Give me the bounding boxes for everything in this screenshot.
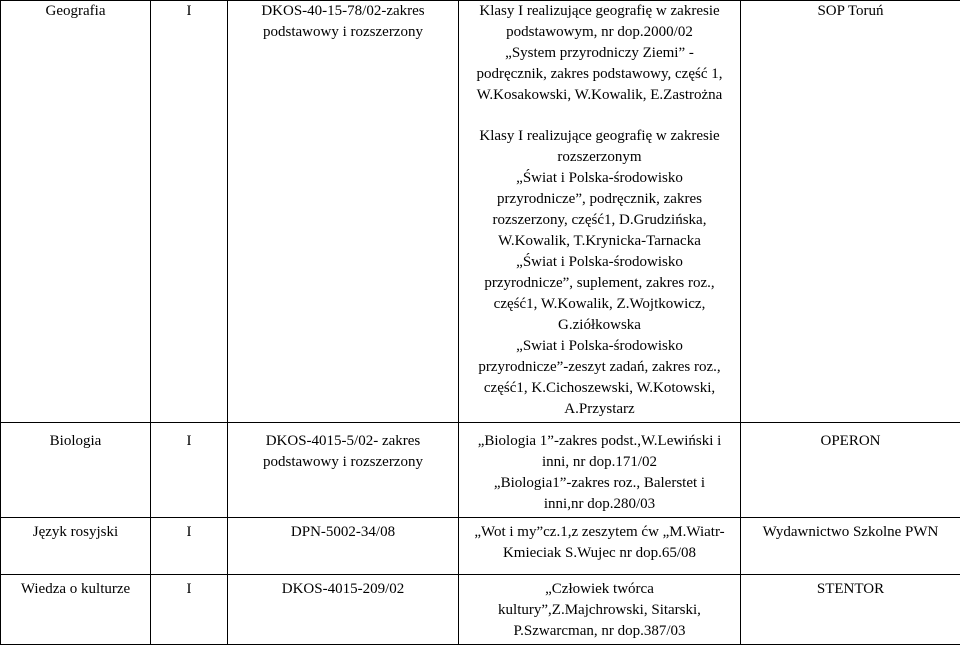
textbook-line: kultury”,Z.Majchrowski, Sitarski, — [463, 600, 736, 621]
textbook-line: G.ziółkowska — [463, 315, 736, 336]
publisher-cell — [741, 1, 960, 423]
publisher-cell — [741, 575, 960, 645]
textbook-line: część1, K.Cichoszewski, W.Kotowski, — [463, 378, 736, 399]
level-cell — [151, 1, 228, 423]
subject-cell — [1, 423, 151, 518]
textbook-line: „Człowiek twórca — [463, 579, 736, 600]
program-cell — [228, 575, 459, 645]
program-cell — [228, 423, 459, 518]
textbook-line: W.Kowalik, T.Krynicka-Tarnacka — [463, 231, 736, 252]
textbook-line: przyrodnicze”, suplement, zakres roz., — [463, 273, 736, 294]
textbook-line: podręcznik, zakres podstawowy, część 1, — [463, 64, 736, 85]
textbook-line: „Wot i my”cz.1,z zeszytem ćw „M.Wiatr- — [463, 522, 736, 543]
table-row — [1, 423, 960, 518]
textbook-line: inni, nr dop.171/02 — [463, 452, 736, 473]
textbook-line: Klasy I realizujące geografię w zakresie — [463, 126, 736, 147]
textbook-line: część1, W.Kowalik, Z.Wojtkowicz, — [463, 294, 736, 315]
textbook-cell — [459, 575, 741, 645]
program-line: podstawowy i rozszerzony — [232, 22, 454, 43]
textbook-line: „Świat i Polska-środowisko — [463, 252, 736, 273]
textbook-line: przyrodnicze”, podręcznik, zakres — [463, 189, 736, 210]
textbook-line: P.Szwarcman, nr dop.387/03 — [463, 621, 736, 642]
textbook-line: „System przyrodniczy Ziemi” - — [463, 43, 736, 64]
textbook-line: przyrodnicze”-zeszyt zadań, zakres roz., — [463, 357, 736, 378]
textbook-line: „Biologia 1”-zakres podst.,W.Lewiński i — [463, 431, 736, 452]
subject-text: Język rosyjski — [5, 522, 146, 543]
subject-text: Geografia — [5, 1, 146, 22]
level-cell — [151, 575, 228, 645]
publisher-text: SOP Toruń — [745, 1, 956, 22]
textbook-line: inni,nr dop.280/03 — [463, 494, 736, 515]
program-line: DKOS-4015-209/02 — [232, 579, 454, 600]
paragraph-gap — [463, 106, 736, 126]
textbook-line: W.Kosakowski, W.Kowalik, E.Zastrożna — [463, 85, 736, 106]
level-text: I — [155, 579, 223, 600]
subject-text: Wiedza o kulturze — [5, 579, 146, 600]
textbook-cell — [459, 423, 741, 518]
level-text: I — [155, 1, 223, 22]
textbook-cell — [459, 518, 741, 575]
textbook-cell — [459, 1, 741, 423]
publisher-text: OPERON — [745, 431, 956, 452]
program-line: DKOS-40-15-78/02-zakres — [232, 1, 454, 22]
publisher-text: Wydawnictwo Szkolne PWN — [745, 522, 956, 543]
publisher-cell — [741, 423, 960, 518]
table-row — [1, 1, 960, 423]
level-cell — [151, 518, 228, 575]
textbook-line: Klasy I realizujące geografię w zakresie — [463, 1, 736, 22]
subject-cell — [1, 575, 151, 645]
textbook-line: „Biologia1”-zakres roz., Balerstet i — [463, 473, 736, 494]
textbook-line: rozszerzonym — [463, 147, 736, 168]
textbook-line: „Świat i Polska-środowisko — [463, 168, 736, 189]
publisher-text: STENTOR — [745, 579, 956, 600]
subject-cell — [1, 1, 151, 423]
program-line: podstawowy i rozszerzony — [232, 452, 454, 473]
level-cell — [151, 423, 228, 518]
level-text: I — [155, 431, 223, 452]
program-line: DKOS-4015-5/02- zakres — [232, 431, 454, 452]
textbook-line: Kmieciak S.Wujec nr dop.65/08 — [463, 543, 736, 564]
table-row — [1, 575, 960, 645]
textbook-line: podstawowym, nr dop.2000/02 — [463, 22, 736, 43]
program-line: DPN-5002-34/08 — [232, 522, 454, 543]
textbook-line: „Swiat i Polska-środowisko — [463, 336, 736, 357]
subject-text: Biologia — [5, 431, 146, 452]
publisher-cell — [741, 518, 960, 575]
textbook-line: rozszerzony, część1, D.Grudzińska, — [463, 210, 736, 231]
textbook-line: A.Przystarz — [463, 399, 736, 420]
program-cell — [228, 1, 459, 423]
program-cell — [228, 518, 459, 575]
subject-cell — [1, 518, 151, 575]
level-text: I — [155, 522, 223, 543]
table-row — [1, 518, 960, 575]
